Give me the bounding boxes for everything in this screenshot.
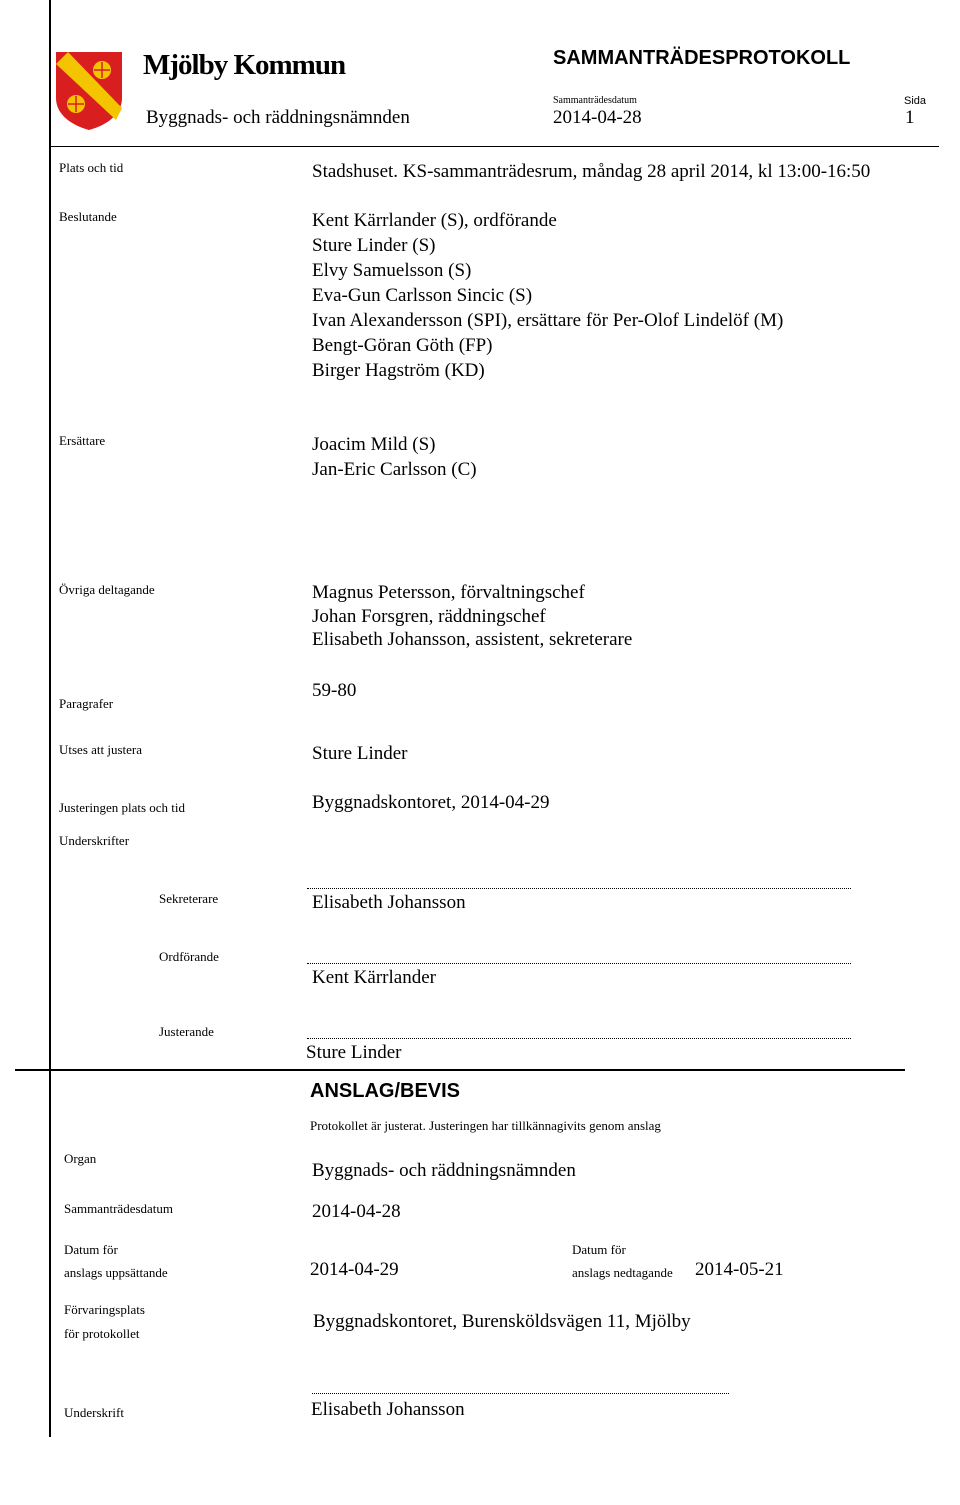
remove-date-label: Datum för <box>572 1242 626 1257</box>
substitute-member: Joacim Mild (S) <box>312 434 436 455</box>
decisive-member: Eva-Gun Carlsson Sincic (S) <box>312 285 533 306</box>
signature-name: Elisabeth Johansson <box>312 892 466 913</box>
page-label: Sida <box>904 95 927 107</box>
substitutes-list <box>312 432 477 482</box>
signature-role: Ordförande <box>159 949 219 964</box>
adjust-place-label: Justeringen plats och tid <box>59 800 186 815</box>
signature-line <box>307 963 851 964</box>
decisive-member: Kent Kärrlander (S), ordförande <box>312 210 557 231</box>
other-participant: Magnus Petersson, förvaltningschef <box>312 582 585 603</box>
decisive-member: Bengt-Göran Göth (FP) <box>312 335 493 356</box>
decisive-label: Beslutande <box>59 209 117 224</box>
adjust-place-value: Byggnadskontoret, 2014-04-29 <box>312 792 550 813</box>
decisive-member: Birger Hagström (KD) <box>312 360 485 381</box>
signature-line <box>307 1038 851 1039</box>
place-label: Plats och tid <box>59 160 124 175</box>
post-date-value: 2014-04-29 <box>310 1259 399 1280</box>
notice-title: ANSLAG/BEVIS <box>310 1080 461 1102</box>
decisive-list <box>312 208 783 383</box>
other-participant: Elisabeth Johansson, assistent, sekreterare <box>312 629 633 650</box>
decisive-member: Sture Linder (S) <box>312 235 436 256</box>
municipality-name: Mjölby Kommun <box>143 49 346 81</box>
municipality-logo <box>54 50 124 137</box>
notice-rule <box>15 1069 905 1071</box>
paragraphs-label: Paragrafer <box>59 696 114 711</box>
adjuster-value: Sture Linder <box>312 743 408 764</box>
meeting-date: 2014-04-28 <box>553 107 642 128</box>
paragraphs-value: 59-80 <box>312 680 357 701</box>
others-label: Övriga deltagande <box>59 582 155 597</box>
other-participant: Johan Forsgren, räddningschef <box>312 605 546 627</box>
remove-date-value: 2014-05-21 <box>695 1259 784 1280</box>
notice-signature-line <box>312 1393 729 1394</box>
notice-signature-label: Underskrift <box>64 1405 124 1420</box>
place-value: Stadshuset. KS-sammanträdesrum, måndag 28 april 2014, kl 13:00-16:50 <box>312 161 871 182</box>
notice-date-label: Sammanträdesdatum <box>64 1201 174 1216</box>
substitutes-label: Ersättare <box>59 433 106 448</box>
signature-role: Sekreterare <box>159 891 219 906</box>
signature-name: Kent Kärrlander <box>312 967 436 988</box>
substitute-member: Jan-Eric Carlsson (C) <box>312 459 477 480</box>
organ-label: Organ <box>64 1151 97 1166</box>
post-date-label: anslags uppsättande <box>64 1265 168 1280</box>
decisive-member: Ivan Alexandersson (SPI), ersättare för Per-Olof Lindelöf (M) <box>312 310 784 331</box>
signature-name: Sture Linder <box>306 1042 402 1063</box>
notice-date-value: 2014-04-28 <box>312 1201 401 1222</box>
committee-name: Byggnads- och räddningsnämnden <box>146 107 410 128</box>
others-list <box>312 581 632 652</box>
signature-role: Justerande <box>159 1024 214 1039</box>
document-type: SAMMANTRÄDESPROTOKOLL <box>553 47 851 69</box>
organ-value: Byggnads- och räddningsnämnden <box>312 1160 576 1181</box>
meeting-date-label: Sammanträdesdatum <box>553 95 637 106</box>
notice-statement: Protokollet är justerat. Justeringen har tillkännagivits genom anslag <box>310 1118 661 1133</box>
page-number: 1 <box>905 107 915 128</box>
left-margin-rule <box>49 0 51 1437</box>
storage-label: Förvaringsplats <box>64 1302 145 1317</box>
adjuster-label: Utses att justera <box>59 742 143 757</box>
decisive-member: Elvy Samuelsson (S) <box>312 260 472 281</box>
post-date-label: Datum för <box>64 1242 118 1257</box>
storage-value: Byggnadskontoret, Burensköldsvägen 11, Mjölby <box>313 1311 691 1332</box>
notice-signature-value: Elisabeth Johansson <box>311 1399 465 1420</box>
signature-line <box>307 888 851 889</box>
remove-date-label: anslags nedtagande <box>572 1265 673 1280</box>
signatures-label: Underskrifter <box>59 833 130 848</box>
header-rule <box>49 146 939 147</box>
storage-label: för protokollet <box>64 1326 140 1341</box>
